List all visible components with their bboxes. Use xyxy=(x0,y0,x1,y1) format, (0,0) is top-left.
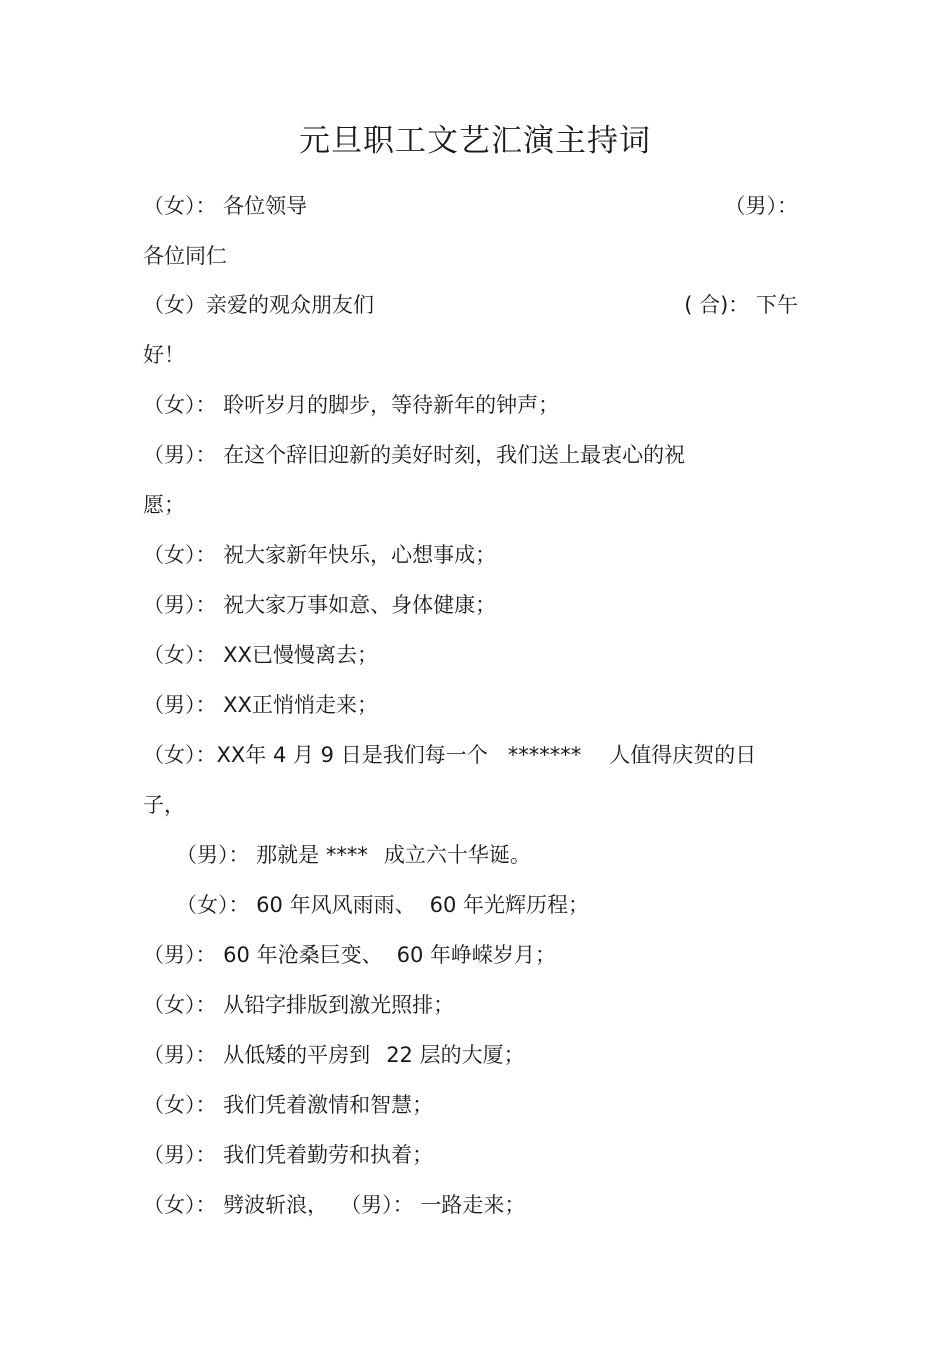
script-line: （男）： XX正悄悄走来； xyxy=(143,693,378,717)
script-line: 好！ xyxy=(143,343,185,367)
script-line-part: （男）： 从低矮的平房到 xyxy=(143,1043,371,1067)
script-line: （女）： 从铅字排版到激光照排； xyxy=(143,993,455,1017)
script-line: 各位同仁 xyxy=(143,244,227,268)
script-line: （男）： 我们凭着勤劳和执着； xyxy=(143,1143,434,1167)
script-line: （男）： 祝大家万事如意、身体健康； xyxy=(143,593,497,617)
script-line-part: （男）： 一路走来； xyxy=(340,1193,526,1217)
script-line-part: （女）： 劈波斩浪， xyxy=(143,1193,329,1217)
script-line-part: ******* xyxy=(507,743,582,767)
script-line: （女）： 各位领导 xyxy=(143,194,308,218)
script-line: （女）亲爱的观众朋友们 xyxy=(143,293,374,317)
script-line-part: （女）： 60 年风风雨雨、 xyxy=(176,893,416,917)
script-line xyxy=(143,1190,525,1220)
script-line: （女）： XX已慢慢离去； xyxy=(143,643,378,667)
script-line xyxy=(176,890,589,920)
script-line: （男）： xyxy=(724,194,798,218)
script-line xyxy=(143,740,756,770)
script-line: （女）： 聆听岁月的脚步，等待新年的钟声； xyxy=(143,393,560,417)
script-line-part: 22 层的大厦； xyxy=(386,1043,525,1067)
script-line-part: 人值得庆贺的日 xyxy=(609,743,757,767)
script-line: ( 合)： 下午 xyxy=(684,293,798,317)
script-line-part: 60 年峥嵘岁月； xyxy=(396,943,556,967)
script-line xyxy=(176,840,531,870)
script-line xyxy=(143,1040,525,1070)
script-line xyxy=(143,940,556,970)
script-line-part: （男）： 60 年沧桑巨变、 xyxy=(143,943,383,967)
script-line-part: （女）：XX年 4 月 9 日是我们每一个 xyxy=(143,743,488,767)
document-title: 元旦职工文艺汇演主持词 xyxy=(299,123,651,159)
script-line: 愿； xyxy=(143,493,185,517)
script-line-part: （男）： 那就是 **** xyxy=(176,843,368,867)
script-line-part: 成立六十华诞。 xyxy=(383,843,531,867)
script-line-part: 60 年光辉历程； xyxy=(429,893,589,917)
script-line: （男）： 在这个辞旧迎新的美好时刻，我们送上最衷心的祝 xyxy=(143,443,686,467)
script-line: （女）： 祝大家新年快乐，心想事成； xyxy=(143,543,497,567)
script-line: 子， xyxy=(143,793,185,817)
script-line: （女）： 我们凭着激情和智慧； xyxy=(143,1093,434,1117)
